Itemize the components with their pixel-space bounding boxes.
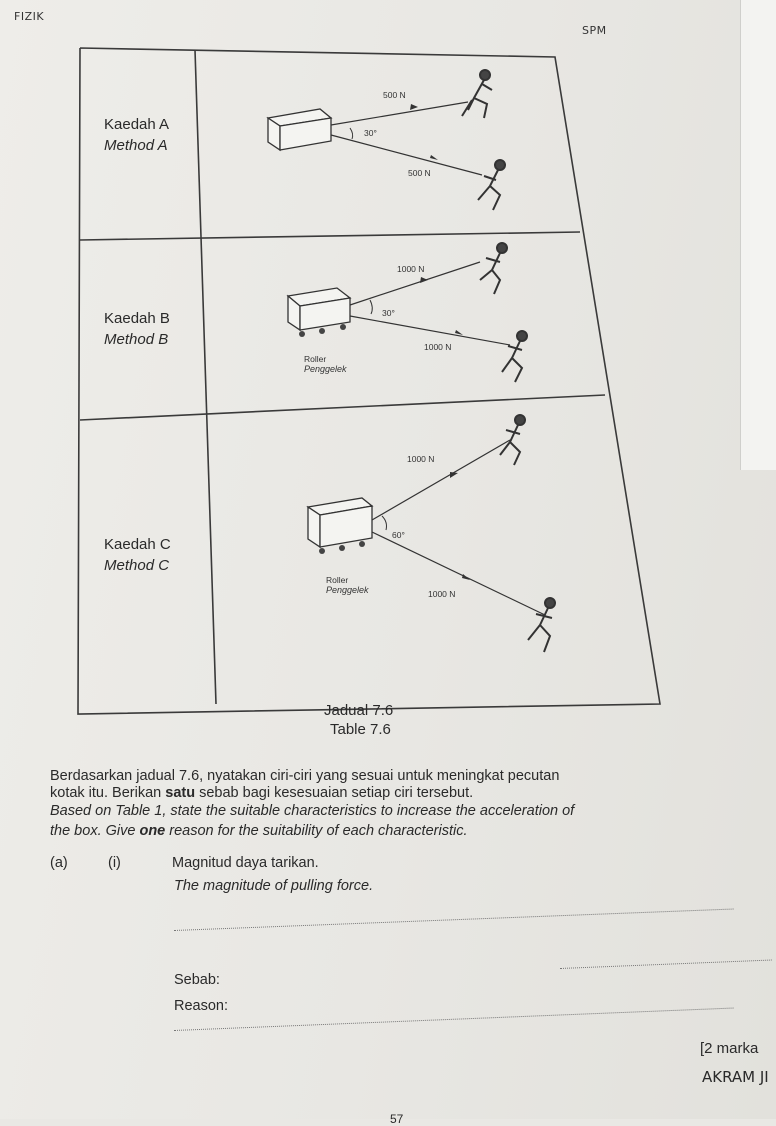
question-intro-en-line1: Based on Table 1, state the suitable characteristics to increase the acceleration of (50, 803, 575, 819)
rope-b-bottom (350, 316, 510, 345)
arrow-a-bottom (430, 155, 438, 160)
angle-arc-c (382, 516, 387, 530)
arrow-c-bottom (462, 574, 470, 580)
method-c-diagram (308, 415, 555, 652)
person-a-top (462, 70, 492, 118)
force-c-top-label: 1000 N (407, 454, 435, 464)
arrow-b-bottom (455, 330, 463, 335)
table-caption-ms: Jadual 7.6 (324, 702, 394, 719)
box-a (268, 109, 331, 150)
method-a-diagram (268, 70, 505, 210)
person-c-top (500, 415, 525, 465)
angle-a-label: 30° (364, 128, 377, 138)
reason-en: Reason: (174, 998, 229, 1014)
row-divider-1 (80, 232, 580, 240)
method-b-en: Method B (104, 331, 169, 348)
level-header: SPM (582, 24, 607, 37)
page-number: 57 (390, 1112, 404, 1126)
question-part-a: (a) (50, 855, 68, 871)
method-a-en: Method A (104, 137, 168, 154)
question-intro-en-line2: the box. Give one reason for the suitability of each characteristic. (50, 823, 468, 839)
force-b-top-label: 1000 N (397, 264, 425, 274)
roller-c-ms-label: Penggelek (326, 585, 369, 595)
box-c (308, 498, 372, 547)
reason-ms: Sebab: (174, 972, 220, 988)
roller-b-ms-label: Penggelek (304, 364, 347, 374)
question-intro-ms-line1: Berdasarkan jadual 7.6, nyatakan ciri-ciri yang sesuai untuk meningkat pecutan (50, 768, 560, 784)
rope-a-bottom (331, 135, 482, 175)
force-b-bottom-label: 1000 N (424, 342, 452, 352)
marks-label: [2 marka (700, 1040, 759, 1057)
rope-c-top (372, 440, 510, 520)
angle-b-label: 30° (382, 308, 395, 318)
method-b-diagram (288, 243, 527, 382)
person-b-bottom (502, 331, 527, 382)
method-a-ms: Kaedah A (104, 116, 170, 133)
item-en: The magnitude of pulling force. (174, 878, 374, 894)
person-c-bottom (528, 598, 555, 652)
question-subpart-i: (i) (108, 855, 121, 871)
footer-brand: AKRAM JI (702, 1068, 769, 1086)
angle-arc-b (370, 300, 372, 314)
roller-c-en-label: Roller (326, 575, 349, 585)
table-caption-en: Table 7.6 (330, 721, 391, 738)
person-b-top (480, 243, 507, 294)
force-a-bottom-label: 500 N (408, 168, 431, 178)
force-c-bottom-label: 1000 N (428, 589, 456, 599)
person-a-bottom (478, 160, 505, 210)
method-b-label (104, 308, 170, 350)
row-divider-2 (80, 395, 605, 420)
item-ms: Magnitud daya tarikan. (172, 855, 319, 871)
arrow-a-top (410, 104, 418, 110)
force-a-top-label: 500 N (383, 90, 406, 100)
method-b-ms: Kaedah B (104, 310, 170, 327)
subject-header: FIZIK (14, 10, 45, 23)
arrow-c-top (450, 472, 458, 478)
rope-c-bottom (372, 532, 545, 615)
question-intro-ms-line2: kotak itu. Berikan satu sebab bagi kesesuaian setiap ciri tersebut. (50, 785, 474, 801)
arrow-b-top (420, 277, 428, 283)
angle-arc-a (350, 128, 353, 139)
rope-a-top (331, 102, 468, 125)
angle-c-label: 60° (392, 530, 405, 540)
roller-b-en-label: Roller (304, 354, 327, 364)
table-column-divider (195, 50, 216, 704)
method-c-en: Method C (104, 557, 170, 574)
method-c-ms: Kaedah C (104, 536, 171, 553)
box-b (288, 288, 350, 330)
method-a-label (104, 114, 169, 156)
method-c-label (104, 534, 171, 576)
